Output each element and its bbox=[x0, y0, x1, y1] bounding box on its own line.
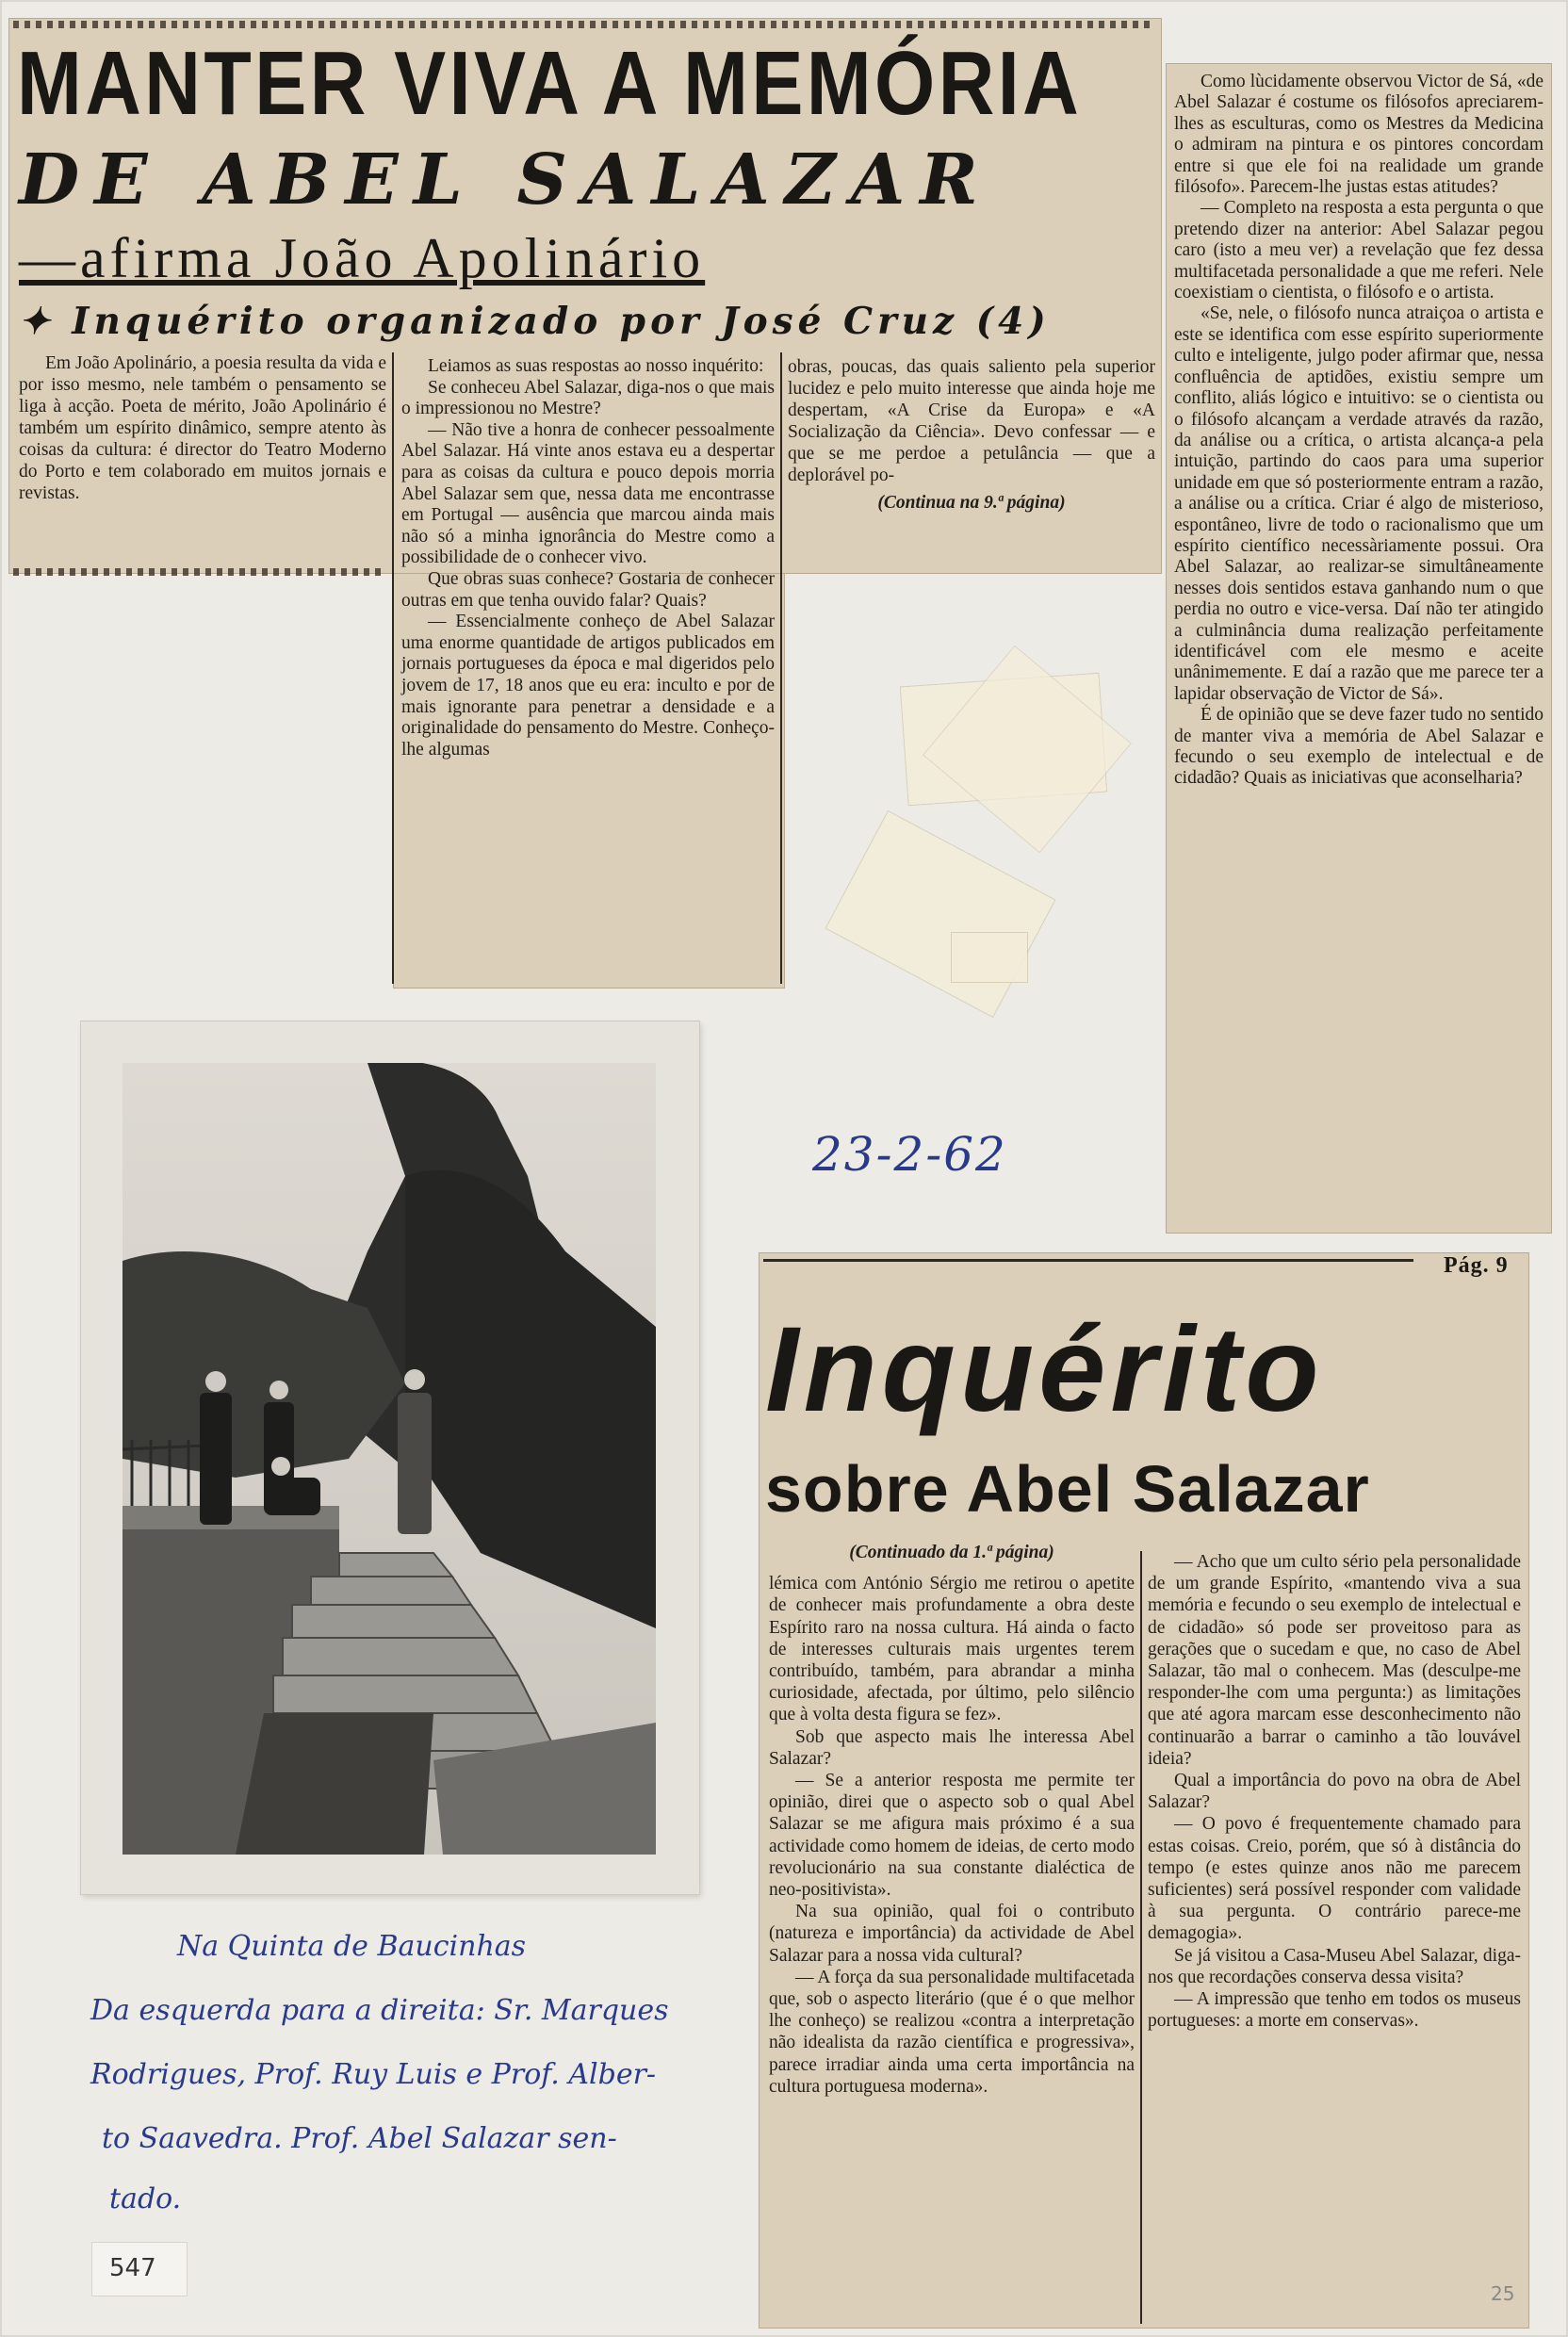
clip1-col1-text: Em João Apolinário, a poesia resulta da vida e por isso mesmo, nele também o pensamento se liga à acção. Poeta de mérito, João Apolinário é também um espírito dinâmico, sempre atento às coisas da cultura: é director do Teatro Moderno do Porto e tem colaborado em muitos jornais e revistas. bbox=[19, 353, 386, 503]
column-divider-2 bbox=[780, 352, 782, 984]
clip3-top-rule bbox=[763, 1259, 1413, 1262]
clip3-col2-p2: — O povo é frequentemente chamado para estas coisas. Creio, porém, que só à distância do tempo (e estes quinze anos não me parecem suficientes) será possível responder com validade à sua pergunta. O contrário parece-me demagogia». bbox=[1148, 1814, 1521, 1944]
corner-mark: 25 bbox=[1491, 2282, 1515, 2305]
caption-line-3: Rodrigues, Prof. Ruy Luis e Prof. Alber- bbox=[90, 2058, 657, 2091]
photograph-garden-staircase bbox=[122, 1063, 656, 1855]
clip1-col2-p3: Que obras suas conhece? Gostaria de conhecer outras em que tenha ouvido falar? Quais? bbox=[401, 568, 775, 611]
clip3-col2-p1: Qual a importância do povo na obra de Abel Salazar? bbox=[1148, 1771, 1521, 1813]
col1-bottom-rule bbox=[13, 568, 386, 576]
continua-note: (Continua na 9.ª página) bbox=[877, 493, 1066, 513]
caption-line-5: tado. bbox=[109, 2182, 182, 2215]
clip3-col1-p0: lémica com António Sérgio me retirou o apetite de conhecer mais profundamente a obra deste Espírito raro na nossa cultura. Há ainda o facto de interesses culturais mais urgentes terem contribuído, também, para abrandar a minha curiosidade, afectada, por último, pelo silêncio que à volta desta figura se fez». bbox=[769, 1574, 1135, 1725]
clip2-p3: É de opinião que se deve fazer tudo no sentido de manter viva a memória de Abel Salazar e fecundo o seu exemplo de intelectual e de cidadão? Quais as iniciativas que aconselharia? bbox=[1174, 705, 1544, 789]
clip3-column-divider bbox=[1140, 1551, 1142, 2324]
clip2-p2: «Se, nele, o filósofo nunca atraiçoa o artista e este se identifica com esse espírito superiormente culto e inteligente, julgo poder afirmar que, nessa confluência de aptidões, existiu sempre um conflito, aliás lógico e intuitivo: se o cientista ou o filósofo alcançam a verdade através da razão, da análise ou a crítica, o artista alcança-a pela intuição, partindo do caos para uma superior unidade em que só posteriormente entram a razão, a análise ou a crítica. Criar é algo de misterioso, espontâneo, livre de todo o racionalismo que um espírito científico necessàriamente possui. Ora Abel Salazar, ao realizar-se simultâneamente nesses dois sentidos estava ganhando num o que perdia no outro e vice-versa. Daí não ter atingido a culminância duma realização perfeitamente identificável com ele mesmo e aceite unânimemente. E daí a razão que me parece ter a lapidar observação de Victor de Sá». bbox=[1174, 303, 1544, 704]
handwritten-date: 23-2-62 bbox=[812, 1127, 1007, 1182]
clip3-col2-p4: — A impressão que tenho em todos os museus portugueses: a morte em conservas». bbox=[1148, 1989, 1521, 2032]
page-label: Pág. 9 bbox=[1444, 1253, 1509, 1278]
clip3-headline-line1: Inquérito bbox=[765, 1302, 1324, 1437]
headline-line3: —afirma João Apolinário bbox=[19, 227, 706, 289]
clip1-column-3 bbox=[788, 356, 1155, 514]
clip1-col2-p1: Se conheceu Abel Salazar, diga-nos o que mais o impressionou no Mestre? bbox=[401, 377, 775, 419]
page-number: 547 bbox=[109, 2254, 156, 2282]
clip1-col2-p0: Leiamos as suas respostas ao nosso inquérito: bbox=[428, 356, 764, 376]
clip2-p1: — Completo na resposta a esta pergunta o que pretendo dizer na anterior: Abel Salazar pegou caro (isto a meu ver) a revelação que fez dessa multifacetada personalidade a que me referi. Nele coexistiam o cientista, o filósofo e o artista. bbox=[1174, 198, 1544, 303]
clip3-col2-p0: — Acho que um culto sério pela personalidade de um grande Espírito, «mantendo viva a sua memória e fecundo o seu exemplo de intelectual e de cidadão» só pode ser proveitoso para as gerações que o sucedam e que, no caso de Abel Salazar, tão mal o conhecem. Mas (desculpe-me responder-lhe com uma pergunta:) as limitações que até agora marcam esse desconhecimento não continuarão a barrar o caminho a tão louvável ideia? bbox=[1148, 1552, 1521, 1769]
continuado-note: (Continuado da 1.ª página) bbox=[849, 1543, 1054, 1562]
headline-line2: DE ABEL SALAZAR bbox=[19, 139, 993, 221]
clip1-column-1 bbox=[19, 352, 386, 504]
clip3-col1-p2: — Se a anterior resposta me permite ter opinião, direi que o aspecto sob o qual Abel Salazar se me afigura mais próximo é a sua actividade como homem de ideias, de certo modo revolucionário na sua constante dialéctica de neo-positivista». bbox=[769, 1771, 1135, 1901]
column-divider-1 bbox=[392, 352, 394, 984]
caption-line-1: Na Quinta de Baucinhas bbox=[177, 1930, 527, 1963]
clip3-col1-p4: — A força da sua personalidade multifacetada que, sob o aspecto literário (que é o que melhor lhe conheço) se realizou «contra a interpretação não idealista da razão científica e progressiva», parece irradiar ainda uma certa importância na cultura portuguesa moderna». bbox=[769, 1967, 1135, 2097]
tape-piece-4 bbox=[952, 933, 1027, 982]
clip3-column-2 bbox=[1148, 1551, 1521, 2032]
clip1-col2-p4: — Essencialmente conheço de Abel Salazar uma enorme quantidade de artigos publicados em jornais portugueses da época e mal digeridos pelo jovem de 17, 18 anos que eu era: inculto e por de mais ignorante para penetrar a densidade e a originalidade do pensamento do Mestre. Conheço-lhe algumas bbox=[401, 612, 775, 760]
photo-image bbox=[122, 1063, 656, 1855]
clip2-column bbox=[1174, 72, 1544, 790]
top-wavy-rule bbox=[13, 21, 1153, 28]
clip3-col1-p3: Na sua opinião, qual foi o contributo (natureza e importância) da actividade de Abel Salazar para a nossa vida cultural? bbox=[769, 1902, 1135, 1966]
headline-line1: MANTER VIVA A MEMÓRIA bbox=[17, 33, 1083, 134]
clip3-headline-line2: sobre Abel Salazar bbox=[765, 1452, 1370, 1526]
clip1-col2-p2: — Não tive a honra de conhecer pessoalmente Abel Salazar. Há vinte anos estava eu a despertar para as coisas da cultura e pouco depois morria Abel Salazar sem que, nessa data me encontrasse em Portugal — ausência que marcou ainda mais não só a minha ignorância do Mestre como a possibilidade de o conhecer vivo. bbox=[401, 419, 775, 568]
caption-line-4: to Saavedra. Prof. Abel Salazar sen- bbox=[102, 2122, 617, 2155]
clip3-column-1 bbox=[769, 1542, 1135, 2098]
clip1-col3-text: obras, poucas, das quais saliento pela superior lucidez e pelo muito interesse que ainda hoje me despertam, «A Crise da Europa» e «A Socialização da Ciência». Devo confessar — e que se me perdoe a petulância — que a deplorável po- bbox=[788, 357, 1155, 485]
clip3-col2-p3: Se já visitou a Casa-Museu Abel Salazar, diga-nos que recordações conserva dessa visita? bbox=[1148, 1945, 1521, 1987]
clip3-col1-p1: Sob que aspecto mais lhe interessa Abel Salazar? bbox=[769, 1726, 1135, 1769]
page-number-label bbox=[92, 2243, 187, 2296]
clip2-p0: Como lùcidamente observou Victor de Sá, «de Abel Salazar é costume os filósofos apreciarem-lhes as esculturas, como os Mestres da Medicina o admiram na pintura e os pintores concordam entre si que ele foi na realidade um grande filósofo». Parecem-lhe justas estas atitudes? bbox=[1174, 72, 1544, 198]
kicker: ✦ Inquérito organizado por José Cruz (4) bbox=[19, 300, 1051, 343]
clip1-column-2 bbox=[401, 356, 775, 760]
caption-line-2: Da esquerda para a direita: Sr. Marques bbox=[90, 1994, 669, 2027]
